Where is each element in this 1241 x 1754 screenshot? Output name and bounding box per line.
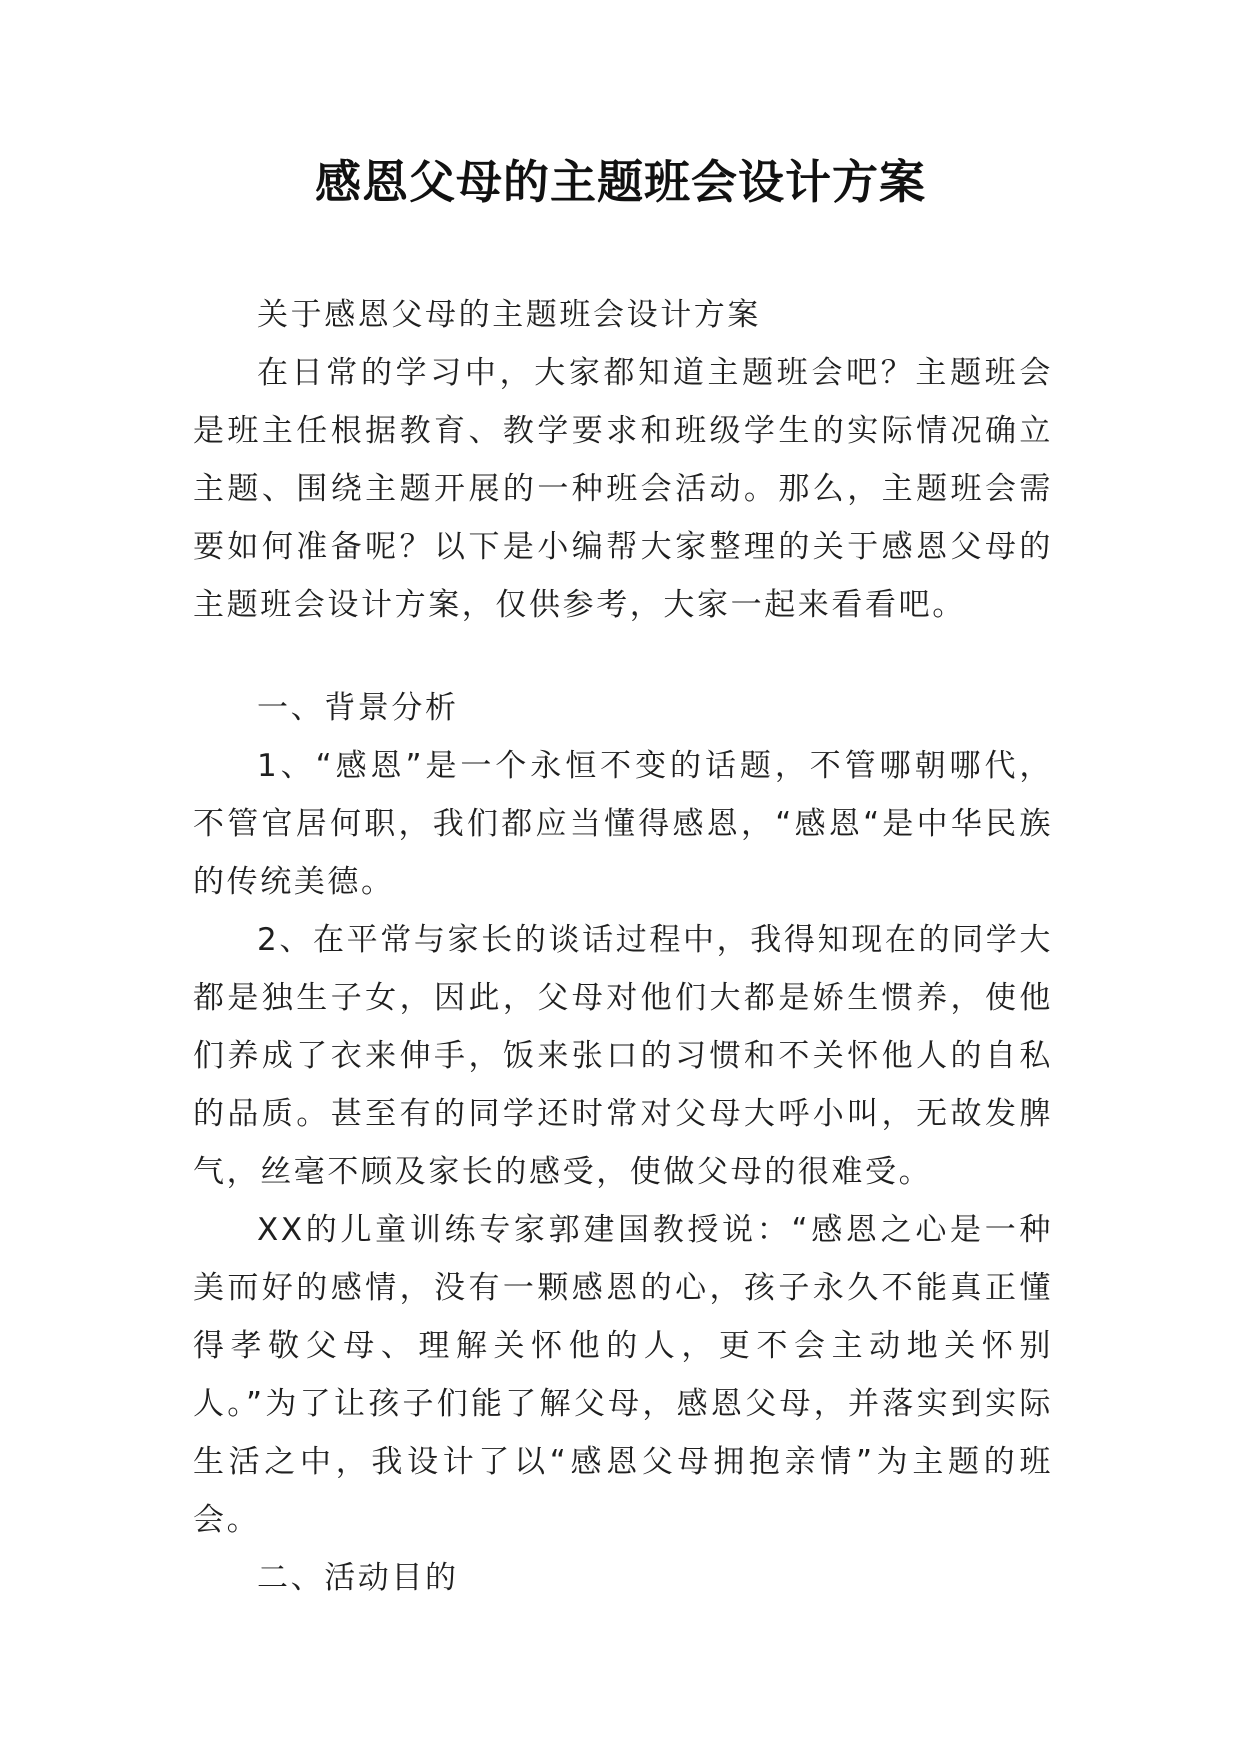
intro-paragraph: 在日常的学习中，大家都知道主题班会吧？主题班会是班主任根据教育、教学要求和班级学生的实际情况确立主题、围绕主题开展的一种班会活动。那么，主题班会需要如何准备呢？以下是小编帮大家整理的关于感恩父母的主题班会设计方案，仅供参考，大家一起来看看吧。 [193,355,1053,623]
background-paragraph-1: 1、“感恩”是一个永恒不变的话题，不管哪朝哪代，不管官居何职，我们都应当懂得感恩，“感恩“是中华民族的传统美德。 [193,748,1053,900]
background-paragraph-2: 2、在平常与家长的谈话过程中，我得知现在的同学大都是独生子女，因此，父母对他们大都是娇生惯养，使他们养成了衣来伸手，饭来张口的习惯和不关怀他人的自私的品质。甚至有的同学还时常对父母大呼小叫，无故发脾气，丝毫不顾及家长的感受，使做父母的很难受。 [193,922,1053,1190]
document-body [193,286,1053,1607]
section-heading-background: 一、背景分析 [257,690,459,726]
document-subtitle: 关于感恩父母的主题班会设计方案 [257,297,761,333]
document-title: 感恩父母的主题班会设计方案 [315,155,926,209]
background-paragraph-3: XX的儿童训练专家郭建国教授说：“感恩之心是一种美而好的感情，没有一颗感恩的心，孩子永久不能真正懂得孝敬父母、理解关怀他的人，更不会主动地关怀别人。”为了让孩子们能了解父母，感恩父母，并落实到实际生活之中，我设计了以“感恩父母拥抱亲情”为主题的班会。 [193,1212,1053,1538]
section-heading-purpose: 二、活动目的 [257,1560,459,1596]
paragraph-gap [193,634,1053,679]
